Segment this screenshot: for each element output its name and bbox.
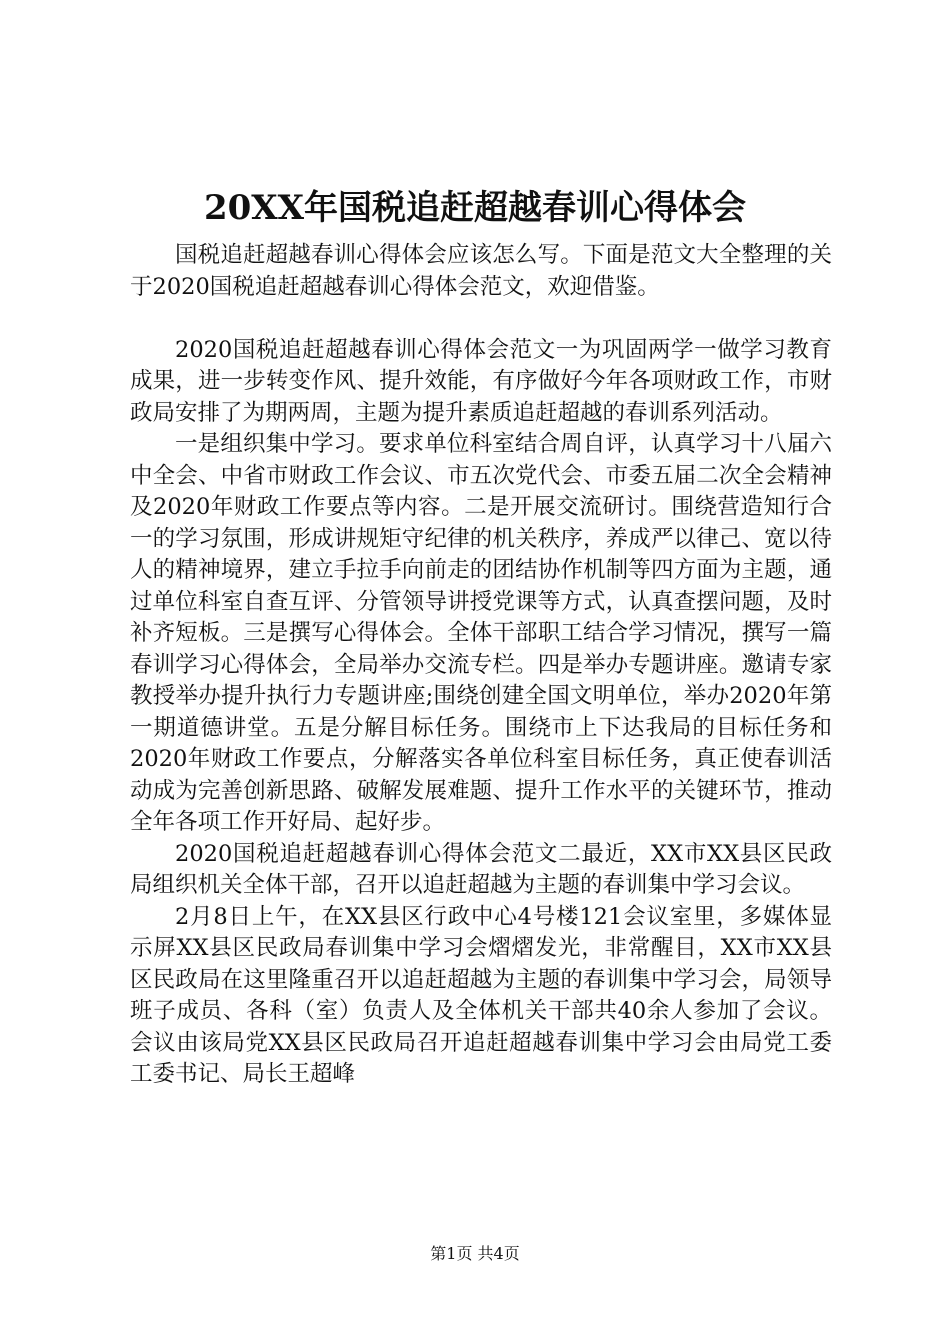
paragraph-meeting: 2月8日上午，在XX县区行政中心4号楼121会议室里，多媒体显示屏XX县区民政局春训集中学习会熠熠发光，非常醒目，XX市XX县区民政局在这里隆重召开以追赶超越为主题的春训集中学习会，局领导班子成员、各科（室）负责人及全体机关干部共40余人参加了会议。会议由该局党XX县区民政局召开追赶超越春训集中学习会由局党工委工委书记、局长王超峰 — [130, 903, 832, 1087]
document-body — [130, 240, 832, 1091]
paragraph-activities: 一是组织集中学习。要求单位科室结合周自评，认真学习十八届六中全会、中省市财政工作会议、市五次党代会、市委五届二次全会精神及2020年财政工作要点等内容。二是开展交流研讨。围绕营造知行合一的学习氛围，形成讲规矩守纪律的机关秩序，养成严以律己、宽以待人的精神境界，建立手拉手向前走的团结协作机制等四方面为主题，通过单位科室自查互评、分管领导讲授党课等方式，认真查摆问题，及时补齐短板。三是撰写心得体会。全体干部职工结合学习情况，撰写一篇春训学习心得体会，全局举办交流专栏。四是举办专题讲座。邀请专家教授举办提升执行力专题讲座;围绕创建全国文明单位，举办2020年第一期道德讲堂。五是分解目标任务。围绕市上下达我局的目标任务和2020年财政工作要点，分解落实各单位科室目标任务，真正使春训活动成为完善创新思路、破解发展难题、提升工作水平的关键环节，推动全年各项工作开好局、起好步。 — [130, 431, 832, 835]
document-title: 20XX年国税追赶超越春训心得体会 — [203, 188, 747, 228]
paragraph-intro: 国税追赶超越春训心得体会应该怎么写。下面是范文大全整理的关于2020国税追赶超越春训心得体会范文，欢迎借鉴。 — [130, 242, 832, 300]
paragraph-sample-two: 2020国税追赶超越春训心得体会范文二最近，XX市XX县区民政局组织机关全体干部，召开以追赶超越为主题的春训集中学习会议。 — [130, 840, 832, 898]
paragraph-sample-one: 2020国税追赶超越春训心得体会范文一为巩固两学一做学习教育成果，进一步转变作风、提升效能，有序做好今年各项财政工作，市财政局安排了为期两周，主题为提升素质追赶超越的春训系列活动。 — [130, 336, 832, 426]
page-number-footer: 第1页 共4页 — [430, 1244, 520, 1263]
